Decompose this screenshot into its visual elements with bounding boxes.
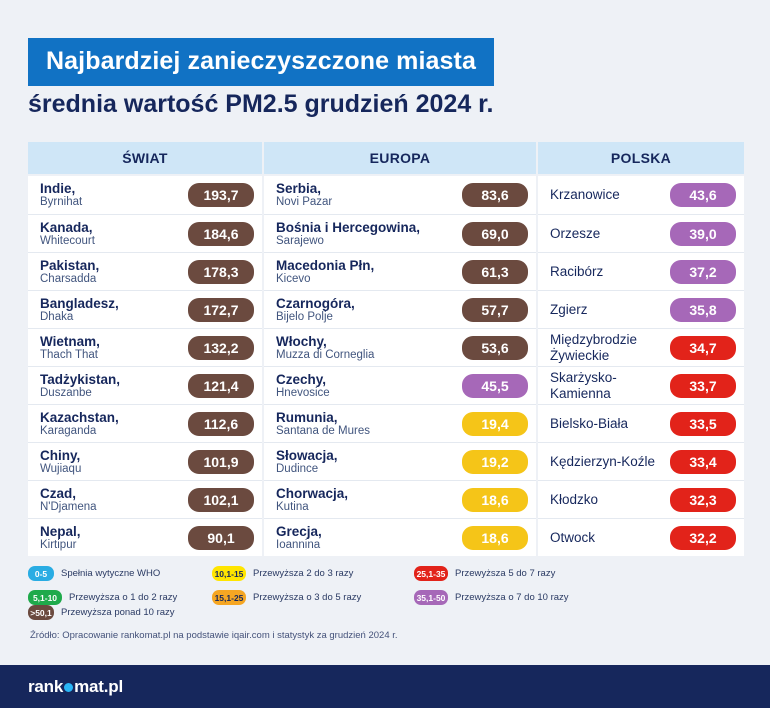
legend-label: Przewyższa o 3 do 5 razy [253, 592, 362, 603]
world-entry-city: Whitecourt [40, 234, 95, 247]
poland-entry-value: 39,0 [670, 222, 736, 246]
legend-swatch: 35,1-50 [414, 590, 448, 605]
poland-entry-cell [538, 518, 744, 556]
table-row [28, 214, 744, 252]
world-entry-name [40, 372, 126, 400]
europe-entry-city: Sarajewo [276, 234, 324, 247]
europe-entry-value: 19,2 [462, 450, 528, 474]
table-body [28, 176, 744, 556]
poland-entry-name: Racibórz [550, 263, 604, 279]
europe-entry-value: 83,6 [462, 183, 528, 207]
europe-entry-cell [264, 328, 536, 366]
world-entry-name [40, 181, 88, 209]
legend-label: Przewyższa 2 do 3 razy [253, 568, 354, 579]
legend-item [212, 566, 400, 581]
world-entry-country: Nepal, [40, 523, 81, 539]
europe-entry-city: Bijelo Polje [276, 310, 333, 323]
europe-entry-city: Kutina [276, 500, 309, 513]
legend-label: Przewyższa o 7 do 10 razy [455, 592, 569, 603]
legend-item [28, 566, 198, 581]
world-entry-city: Wujiaqu [40, 462, 82, 475]
europe-entry-country: Włochy, [276, 333, 327, 349]
world-entry-value: 184,6 [188, 222, 254, 246]
world-entry-country: Bangladesz, [40, 295, 119, 311]
world-entry-country: Czad, [40, 485, 77, 501]
legend-label: Przewyższa o 1 do 2 razy [69, 592, 178, 603]
world-entry-name [40, 258, 105, 286]
legend-item [212, 590, 400, 605]
europe-entry-name [276, 410, 376, 438]
poland-entry-cell [538, 366, 744, 404]
europe-entry-value: 45,5 [462, 374, 528, 398]
legend-item [414, 590, 600, 605]
table-row [28, 518, 744, 556]
legend-group [28, 605, 198, 620]
poland-entry-name: Skarżysko-Kamienna [550, 370, 617, 401]
world-entry-cell [28, 366, 262, 404]
world-entry-country: Chiny, [40, 447, 81, 463]
poland-entry-cell [538, 252, 744, 290]
europe-entry-country: Macedonia Płn, [276, 257, 375, 273]
poland-entry-cell [538, 328, 744, 366]
table-row [28, 480, 744, 518]
legend-swatch: 15,1-25 [212, 590, 246, 605]
europe-entry-city: Dudince [276, 462, 319, 475]
poland-entry-value: 37,2 [670, 260, 736, 284]
table-row [28, 366, 744, 404]
europe-entry-country: Chorwacja, [276, 485, 349, 501]
europe-entry-cell [264, 404, 536, 442]
world-entry-cell [28, 252, 262, 290]
world-entry-cell [28, 176, 262, 214]
europe-entry-value: 19,4 [462, 412, 528, 436]
world-entry-country: Pakistan, [40, 257, 100, 273]
world-entry-value: 132,2 [188, 336, 254, 360]
europe-entry-country: Bośnia i Hercegowina, [276, 219, 421, 235]
europe-entry-city: Ioannina [276, 538, 321, 551]
europe-entry-name [276, 296, 361, 324]
table-row [28, 252, 744, 290]
legend-swatch: 25,1-35 [414, 566, 448, 581]
brand-dot-icon [64, 683, 73, 692]
poland-entry-name: Międzybrodzie Żywieckie [550, 332, 638, 363]
europe-entry-name [276, 524, 328, 552]
world-entry-value: 112,6 [188, 412, 254, 436]
europe-entry-value: 61,3 [462, 260, 528, 284]
poland-entry-cell [538, 404, 744, 442]
world-entry-city: Duszanbe [40, 386, 92, 399]
poland-entry-cell [538, 480, 744, 518]
world-entry-city: N'Djamena [40, 500, 97, 513]
europe-entry-city: Muzza di Corneglia [276, 348, 375, 361]
world-entry-name [40, 524, 87, 552]
page-subtitle: średnia wartość PM2.5 grudzień 2024 r. [28, 90, 494, 118]
europe-entry-cell [264, 290, 536, 328]
europe-entry-name [276, 334, 380, 362]
table-row [28, 328, 744, 366]
pollution-table [28, 142, 744, 556]
world-entry-cell [28, 442, 262, 480]
world-entry-name [40, 410, 125, 438]
world-entry-value: 102,1 [188, 488, 254, 512]
europe-entry-country: Słowacja, [276, 447, 338, 463]
poland-entry-value: 32,3 [670, 488, 736, 512]
poland-entry-value: 32,2 [670, 526, 736, 550]
source-note: Źródło: Opracowanie rankomat.pl na podstawie iqair.com i statystyk za grudzień 2024 r. [30, 630, 398, 641]
europe-entry-city: Hnevosice [276, 386, 330, 399]
brand-logo [28, 677, 123, 697]
legend-label: Spełnia wytyczne WHO [61, 568, 161, 579]
poland-entry-name: Orzesze [550, 225, 601, 241]
legend-group [28, 566, 198, 605]
world-entry-name [40, 486, 103, 514]
world-entry-city: Thach That [40, 348, 98, 361]
world-entry-value: 90,1 [188, 526, 254, 550]
europe-entry-country: Czechy, [276, 371, 327, 387]
europe-entry-cell [264, 480, 536, 518]
europe-entry-cell [264, 366, 536, 404]
world-entry-cell [28, 290, 262, 328]
europe-entry-city: Novi Pazar [276, 196, 333, 209]
europe-entry-value: 53,6 [462, 336, 528, 360]
legend-swatch: >50,1 [28, 605, 54, 620]
europe-entry-name [276, 448, 344, 476]
world-entry-name [40, 448, 87, 476]
brand-logo-left: rank [28, 676, 64, 696]
world-entry-city: Dhaka [40, 310, 74, 323]
legend-item [28, 590, 198, 605]
world-entry-cell [28, 518, 262, 556]
world-entry-country: Wietnam, [40, 333, 100, 349]
poland-entry-value: 33,5 [670, 412, 736, 436]
poland-entry-value: 35,8 [670, 298, 736, 322]
europe-entry-cell [264, 518, 536, 556]
world-entry-value: 121,4 [188, 374, 254, 398]
europe-entry-country: Serbia, [276, 181, 322, 196]
world-entry-country: Kanada, [40, 219, 93, 235]
world-entry-cell [28, 480, 262, 518]
footer-bar [0, 665, 770, 708]
europe-entry-name [276, 181, 338, 209]
poland-entry-name: Bielsko-Biała [550, 415, 629, 431]
europe-entry-cell [264, 214, 536, 252]
europe-entry-city: Santana de Mures [276, 424, 370, 437]
poland-entry-cell [538, 176, 744, 214]
europe-entry-name [276, 258, 380, 286]
legend-label: Przewyższa ponad 10 razy [61, 607, 175, 618]
legend-swatch: 10,1-15 [212, 566, 246, 581]
world-entry-city: Kirtipur [40, 538, 77, 551]
poland-entry-cell [538, 442, 744, 480]
legend-label: Przewyższa 5 do 7 razy [455, 568, 556, 579]
europe-entry-name [276, 372, 336, 400]
poland-entry-name: Kłodzko [550, 491, 599, 507]
poland-entry-cell [538, 214, 744, 252]
world-entry-country: Kazachstan, [40, 409, 119, 425]
legend [28, 566, 744, 620]
poland-entry-name: Krzanowice [550, 187, 620, 203]
world-entry-value: 172,7 [188, 298, 254, 322]
world-entry-value: 193,7 [188, 183, 254, 207]
europe-entry-city: Kicevo [276, 272, 311, 285]
world-entry-name [40, 220, 101, 248]
table-row [28, 290, 744, 328]
legend-item [414, 566, 600, 581]
world-entry-name [40, 334, 106, 362]
brand-logo-right: mat.pl [74, 676, 123, 696]
poland-entry-name: Otwock [550, 529, 596, 545]
europe-entry-cell [264, 176, 536, 214]
table-header-row [28, 142, 744, 174]
europe-entry-cell [264, 252, 536, 290]
world-entry-value: 178,3 [188, 260, 254, 284]
europe-entry-country: Grecja, [276, 523, 322, 539]
world-entry-city: Karaganda [40, 424, 97, 437]
poland-entry-value: 33,7 [670, 374, 736, 398]
page-title: Najbardziej zanieczyszczone miasta [28, 38, 494, 86]
table-row [28, 404, 744, 442]
column-header-europe: EUROPA [264, 142, 536, 174]
poland-entry-value: 33,4 [670, 450, 736, 474]
poland-entry-name: Zgierz [550, 301, 588, 317]
world-entry-country: Indie, [40, 181, 76, 196]
world-entry-cell [28, 404, 262, 442]
column-header-world: ŚWIAT [28, 142, 262, 174]
europe-entry-country: Rumunia, [276, 409, 338, 425]
europe-entry-value: 57,7 [462, 298, 528, 322]
legend-group [212, 566, 400, 605]
world-entry-cell [28, 214, 262, 252]
europe-entry-value: 69,0 [462, 222, 528, 246]
europe-entry-value: 18,6 [462, 526, 528, 550]
poland-entry-value: 43,6 [670, 183, 736, 207]
europe-entry-name [276, 220, 426, 248]
world-entry-value: 101,9 [188, 450, 254, 474]
poland-entry-name: Kędzierzyn-Koźle [550, 453, 656, 469]
poland-entry-value: 34,7 [670, 336, 736, 360]
legend-item [28, 605, 198, 620]
world-entry-name [40, 296, 125, 324]
world-entry-country: Tadżykistan, [40, 371, 121, 387]
europe-entry-country: Czarnogóra, [276, 295, 355, 311]
legend-swatch: 0-5 [28, 566, 54, 581]
column-header-poland: POLSKA [538, 142, 744, 174]
europe-entry-cell [264, 442, 536, 480]
legend-group [414, 566, 600, 605]
poland-entry-cell [538, 290, 744, 328]
europe-entry-name [276, 486, 354, 514]
world-entry-city: Byrnihat [40, 196, 83, 209]
legend-swatch: 5,1-10 [28, 590, 62, 605]
world-entry-city: Charsadda [40, 272, 97, 285]
europe-entry-value: 18,6 [462, 488, 528, 512]
table-row [28, 442, 744, 480]
table-row [28, 176, 744, 214]
world-entry-cell [28, 328, 262, 366]
